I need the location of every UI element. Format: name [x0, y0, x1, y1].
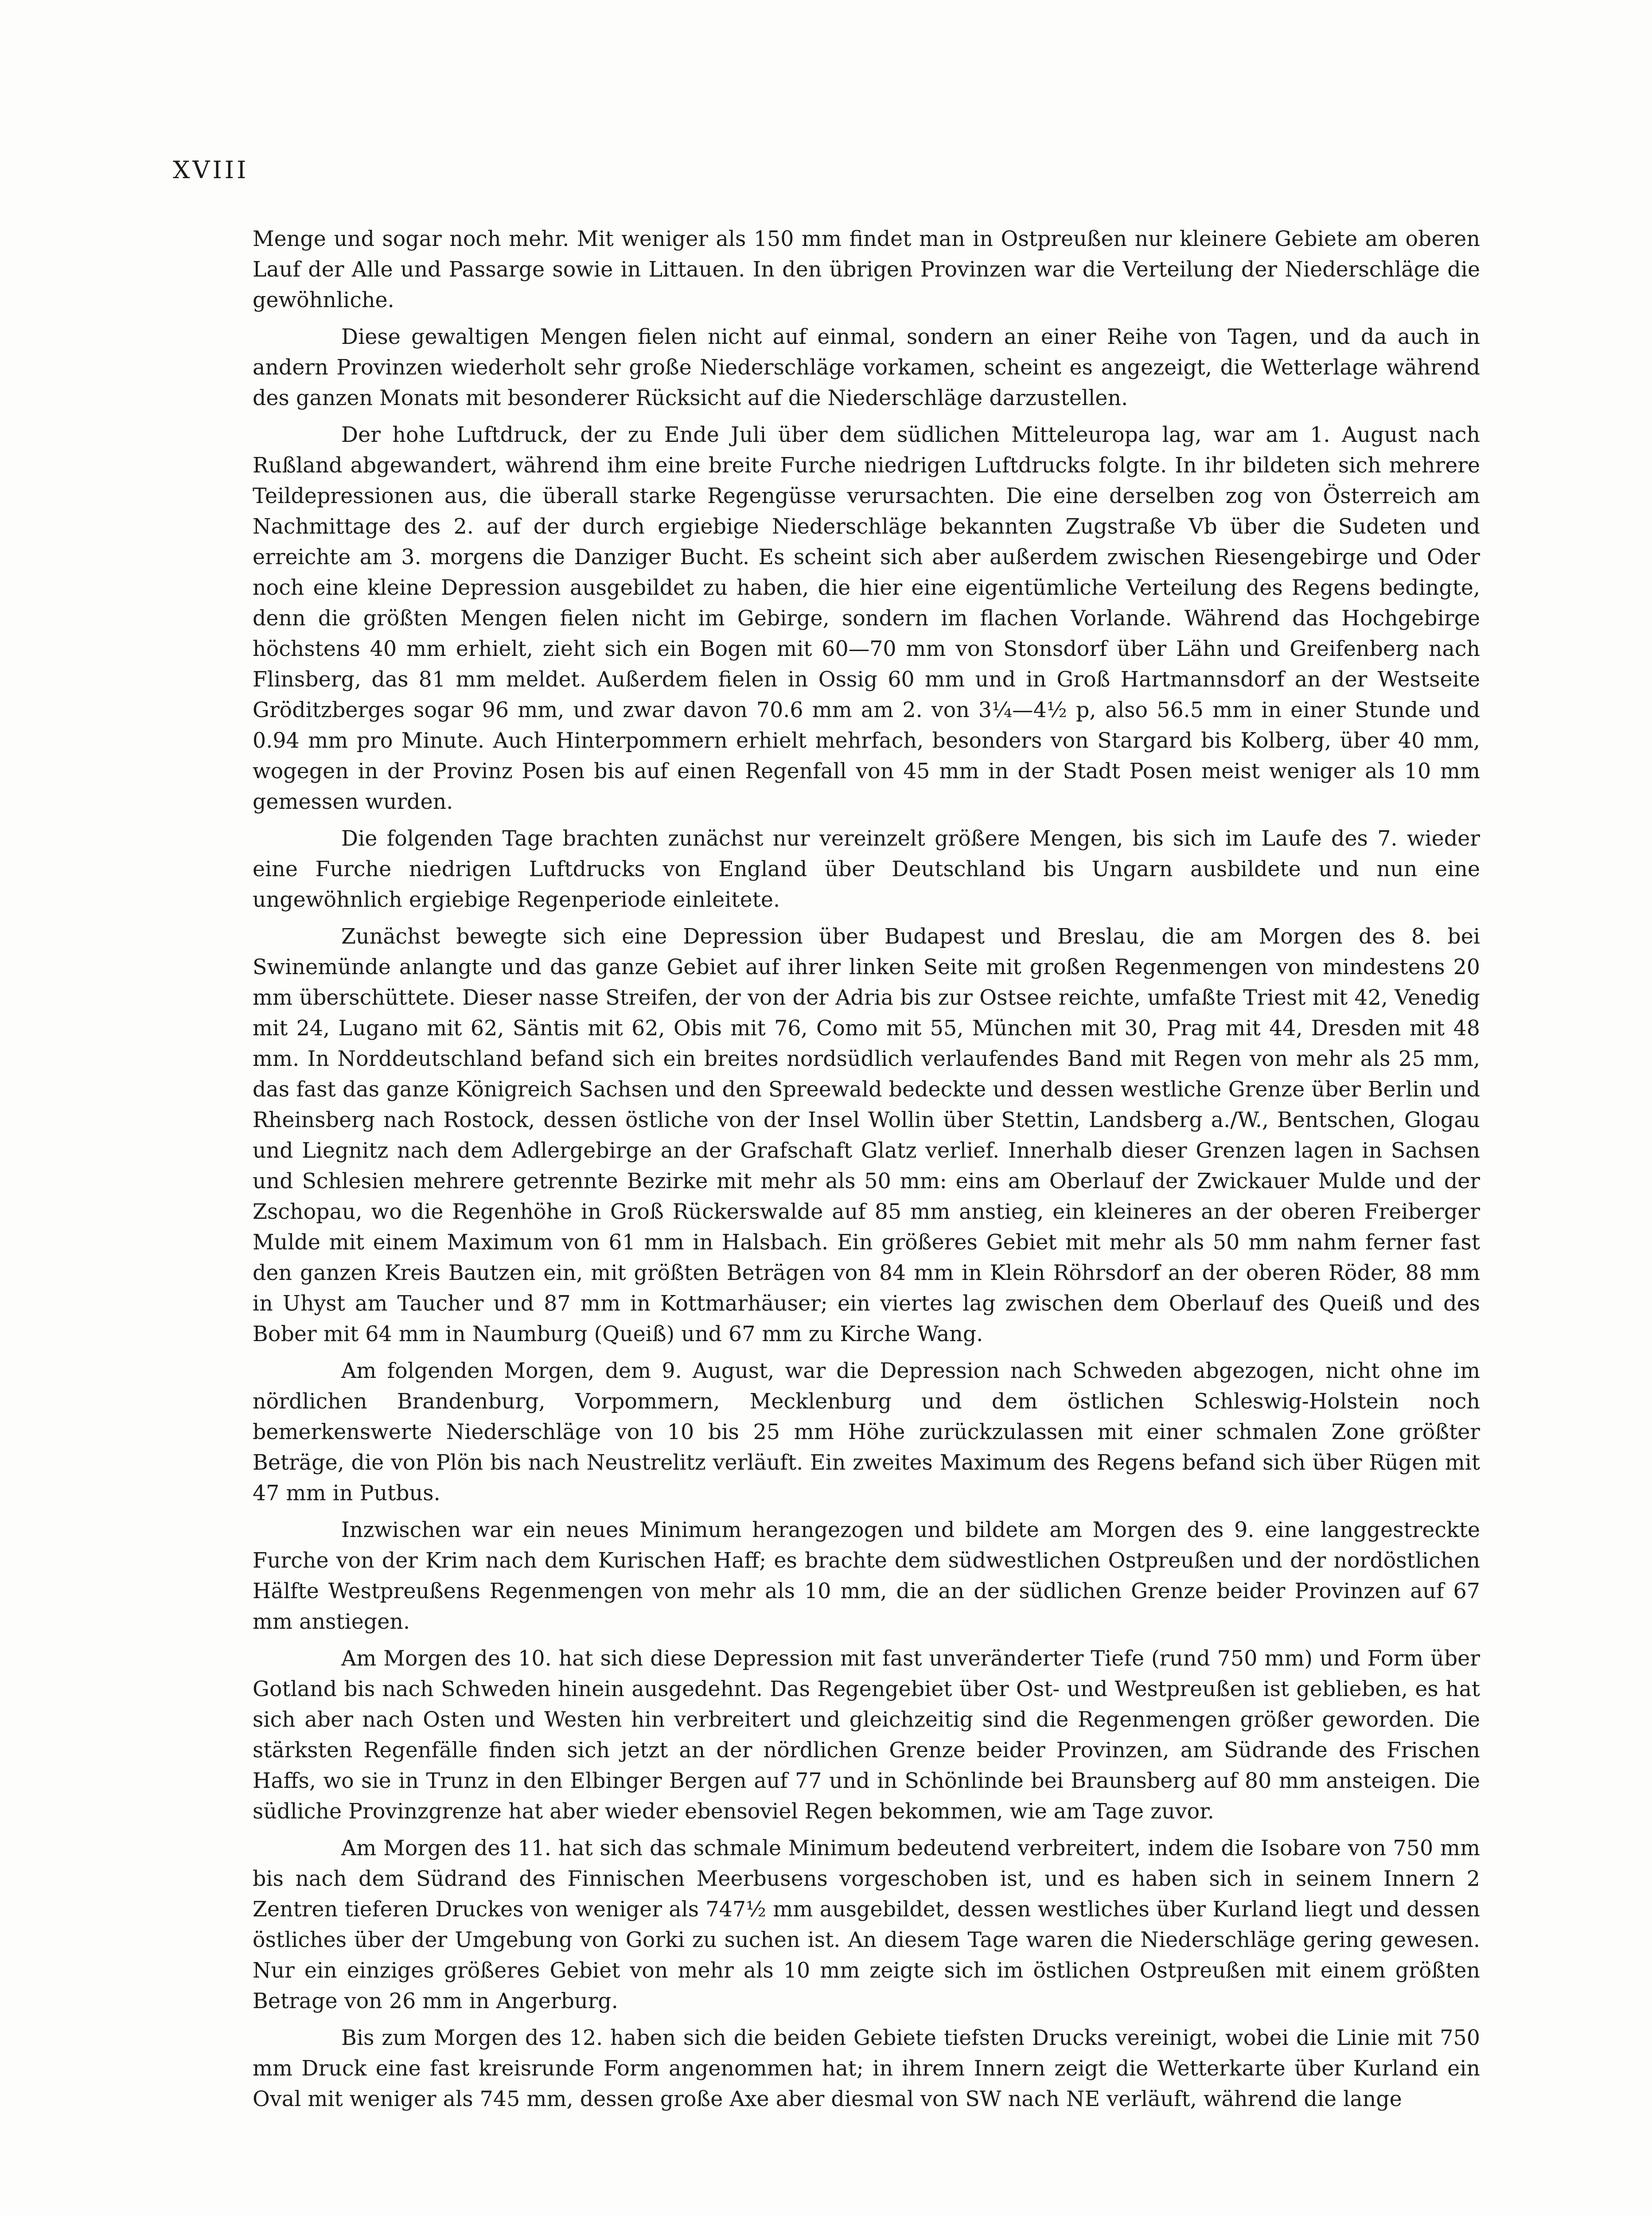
paragraph-4: Die folgenden Tage brachten zunächst nur vereinzelt größere Mengen, bis sich im Laufe des 7. wieder eine Furche niedrigen Luftdrucks von England über Deutschland bis Ungarn ausbildete und nun eine ungewöhnlich ergiebige Regenperiode einleitete. [253, 827, 1480, 912]
paragraph-3: Der hohe Luftdruck, der zu Ende Juli über dem südlichen Mitteleuropa lag, war am 1. August nach Rußland abgewandert, während ihm eine breite Furche niedrigen Luftdrucks folgte. In ihr bildeten sich mehrere Teildepressionen aus, die überall starke Regengüsse verursachten. Die eine derselben zog von Österreich am Nachmittage des 2. auf der durch ergiebige Niederschläge bekannten Zugstraße Vb über die Sudeten und erreichte am 3. morgens die Danziger Bucht. Es scheint sich aber außerdem zwischen Riesengebirge und Oder noch eine kleine Depression ausgebildet zu haben, die hier eine eigentümliche Verteilung des Regens bedingte, denn die größten Mengen fielen nicht im Gebirge, sondern im flachen Vorlande. Während das Hochgebirge höchstens 40 mm erhielt, zieht sich ein Bogen mit 60—70 mm von Stonsdorf über Lähn und Greifenberg nach Flinsberg, das 81 mm meldet. Außerdem fielen in Ossig 60 mm und in Groß Hartmannsdorf an der Westseite Gröditzberges sogar 96 mm, und zwar davon 70.6 mm am 2. von 3¼—4½ p, also 56.5 mm in einer Stunde und 0.94 mm pro Minute. Auch Hinterpommern erhielt mehrfach, besonders von Stargard bis Kolberg, über 40 mm, wogegen in der Provinz Posen bis auf einen Regenfall von 45 mm in der Stadt Posen meist weniger als 10 mm gemessen wurden. [253, 423, 1480, 814]
paragraph-2: Diese gewaltigen Mengen fielen nicht auf einmal, sondern an einer Reihe von Tagen, und da auch in andern Provinzen wiederholt sehr große Niederschläge vorkamen, scheint es angezeigt, die Wetterlage während des ganzen Monats mit besonderer Rücksicht auf die Niederschläge darzustellen. [253, 325, 1480, 410]
paragraph-9: Am Morgen des 11. hat sich das schmale Minimum bedeutend verbreitert, indem die Isobare von 750 mm bis nach dem Südrand des Finnischen Meerbusens vorgeschoben ist, und es haben sich in seinem Innern 2 Zentren tieferen Druckes von weniger als 747½ mm ausgebildet, dessen westliches über Kurland liegt und dessen östliches über der Umgebung von Gorki zu suchen ist. An diesem Tage waren die Niederschläge gering gewesen. Nur ein einziges größeres Gebiet von mehr als 10 mm zeigte sich im östlichen Ostpreußen mit einem größten Betrage von 26 mm in Angerburg. [253, 1836, 1480, 2013]
body-text [253, 224, 1480, 2121]
paragraph-5: Zunächst bewegte sich eine Depression über Budapest und Breslau, die am Morgen des 8. bei Swinemünde anlangte und das ganze Gebiet auf ihrer linken Seite mit großen Regenmengen von mindestens 20 mm überschüttete. Dieser nasse Streifen, der von der Adria bis zur Ostsee reichte, umfaßte Triest mit 42, Venedig mit 24, Lugano mit 62, Säntis mit 62, Obis mit 76, Como mit 55, München mit 30, Prag mit 44, Dresden mit 48 mm. In Norddeutschland befand sich ein breites nordsüdlich verlaufendes Band mit Regen von mehr als 25 mm, das fast das ganze Königreich Sachsen und den Spreewald bedeckte und dessen westliche Grenze über Berlin und Rheinsberg nach Rostock, dessen östliche von der Insel Wollin über Stettin, Landsberg a./W., Bentschen, Glogau und Liegnitz nach dem Adlergebirge an der Grafschaft Glatz verlief. Innerhalb dieser Grenzen lagen in Sachsen und Schlesien mehrere getrennte Bezirke mit mehr als 50 mm: eins am Oberlauf der Zwickauer Mulde und der Zschopau, wo die Regenhöhe in Groß Rückerswalde auf 85 mm anstieg, ein kleineres an der oberen Freiberger Mulde mit einem Maximum von 61 mm in Halsbach. Ein größeres Gebiet mit mehr als 50 mm nahm ferner fast den ganzen Kreis Bautzen ein, mit größten Beträgen von 84 mm in Klein Röhrsdorf an der oberen Röder, 88 mm in Uhyst am Taucher und 87 mm in Kottmarhäuser; ein viertes lag zwischen dem Oberlauf des Queiß und des Bober mit 64 mm in Naumburg (Queiß) und 67 mm zu Kirche Wang. [253, 925, 1480, 1346]
paragraph-10: Bis zum Morgen des 12. haben sich die beiden Gebiete tiefsten Drucks vereinigt, wobei die Linie mit 750 mm Druck eine fast kreisrunde Form angenommen hat; in ihrem Innern zeigt die Wetterkarte über Kurland ein Oval mit weniger als 745 mm, dessen große Axe aber diesmal von SW nach NE verläuft, während die lange [253, 2026, 1480, 2111]
paragraph-6: Am folgenden Morgen, dem 9. August, war die Depression nach Schweden abgezogen, nicht ohne im nördlichen Brandenburg, Vorpommern, Mecklenburg und dem östlichen Schleswig-Holstein noch bemerkenswerte Niederschläge von 10 bis 25 mm Höhe zurückzulassen mit einer schmalen Zone größter Beträge, die von Plön bis nach Neustrelitz verläuft. Ein zweites Maximum des Regens befand sich über Rügen mit 47 mm in Putbus. [253, 1359, 1480, 1506]
paragraph-1: Menge und sogar noch mehr. Mit weniger als 150 mm findet man in Ostpreußen nur kleinere Gebiete am oberen Lauf der Alle und Passarge sowie in Littauen. In den übrigen Provinzen war die Verteilung der Niederschläge die gewöhnliche. [253, 227, 1480, 312]
page-number: XVIII [173, 156, 249, 184]
paragraph-7: Inzwischen war ein neues Minimum herangezogen und bildete am Morgen des 9. eine langgestreckte Furche von der Krim nach dem Kurischen Haff; es brachte dem südwestlichen Ostpreußen und der nordöstlichen Hälfte Westpreußens Regenmengen von mehr als 10 mm, die an der südlichen Grenze beider Provinzen auf 67 mm anstiegen. [253, 1518, 1480, 1634]
paragraph-8: Am Morgen des 10. hat sich diese Depression mit fast unveränderter Tiefe (rund 750 mm) und Form über Gotland bis nach Schweden hinein ausgedehnt. Das Regengebiet über Ost- und Westpreußen ist geblieben, es hat sich aber nach Osten und Westen hin verbreitert und gleichzeitig sind die Regenmengen größer geworden. Die stärksten Regenfälle finden sich jetzt an der nördlichen Grenze beider Provinzen, am Südrande des Frischen Haffs, wo sie in Trunz in den Elbinger Bergen auf 77 und in Schönlinde bei Braunsberg auf 80 mm ansteigen. Die südliche Provinzgrenze hat aber wieder ebensoviel Regen bekommen, wie am Tage zuvor. [253, 1646, 1480, 1824]
